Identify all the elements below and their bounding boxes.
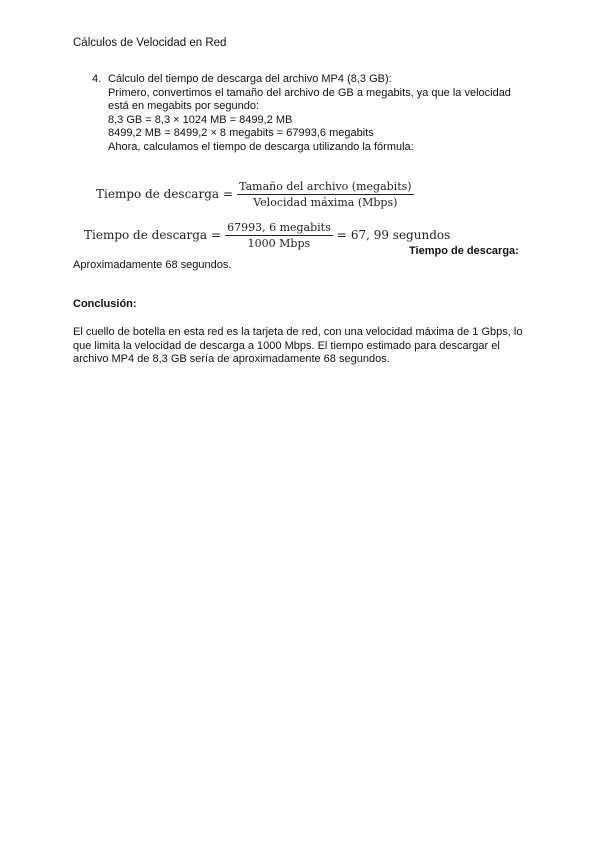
item-line: Ahora, calculamos el tiempo de descarga utilizando la fórmula:	[108, 140, 414, 153]
formula-fraction	[225, 221, 333, 250]
fraction-denominator: Velocidad máxima (Mbps)	[253, 196, 398, 209]
conclusion-line: archivo MP4 de 8,3 GB sería de aproximadamente 68 segundos.	[73, 353, 390, 365]
fraction-denominator: 1000 Mbps	[247, 237, 311, 250]
item-line-title: Cálculo del tiempo de descarga del archivo MP4 (8,3 GB):	[108, 73, 392, 85]
conversion-line-mb: 8,3 GB = 8,3 × 1024 MB = 8499,2 MB	[108, 113, 293, 126]
formula-lhs: Tiempo de descarga	[84, 227, 208, 242]
fraction-numerator: 67993, 6 megabits	[227, 221, 331, 234]
item-line: está en megabits por segundo:	[108, 100, 260, 112]
conclusion-paragraph	[73, 326, 543, 367]
item-number: 4.	[92, 73, 102, 85]
item-line: Primero, convertimos el tamaño del archivo de GB a megabits, ya que la velocidad	[108, 86, 511, 99]
formula-lhs: Tiempo de descarga	[96, 186, 220, 201]
formula-equals: =	[211, 227, 222, 242]
formula-result: 67, 99 segundos	[350, 227, 451, 242]
formula-general	[96, 180, 414, 209]
result-text: Aproximadamente 68 segundos.	[73, 259, 232, 271]
result-label: Tiempo de descarga:	[409, 245, 519, 257]
conclusion-line: El cuello de botella en esta red es la tarjeta de red, con una velocidad máxima de 1 Gbps, lo	[73, 326, 523, 338]
page-header: Cálculos de Velocidad en Red	[73, 37, 227, 49]
conclusion-heading: Conclusión:	[73, 298, 137, 310]
item-body	[108, 73, 548, 154]
conversion-line-megabits: 8499,2 MB = 8499,2 × 8 megabits = 67993,6 megabits	[108, 127, 374, 139]
formula-substituted	[84, 221, 450, 250]
formula-equals: =	[223, 186, 234, 201]
formula-fraction	[237, 180, 413, 209]
fraction-numerator: Tamaño del archivo (megabits)	[239, 180, 412, 193]
conclusion-line: que limita la velocidad de descarga a 1000 Mbps. El tiempo estimado para descargar el	[73, 339, 500, 352]
formula-equals: =	[336, 227, 347, 242]
